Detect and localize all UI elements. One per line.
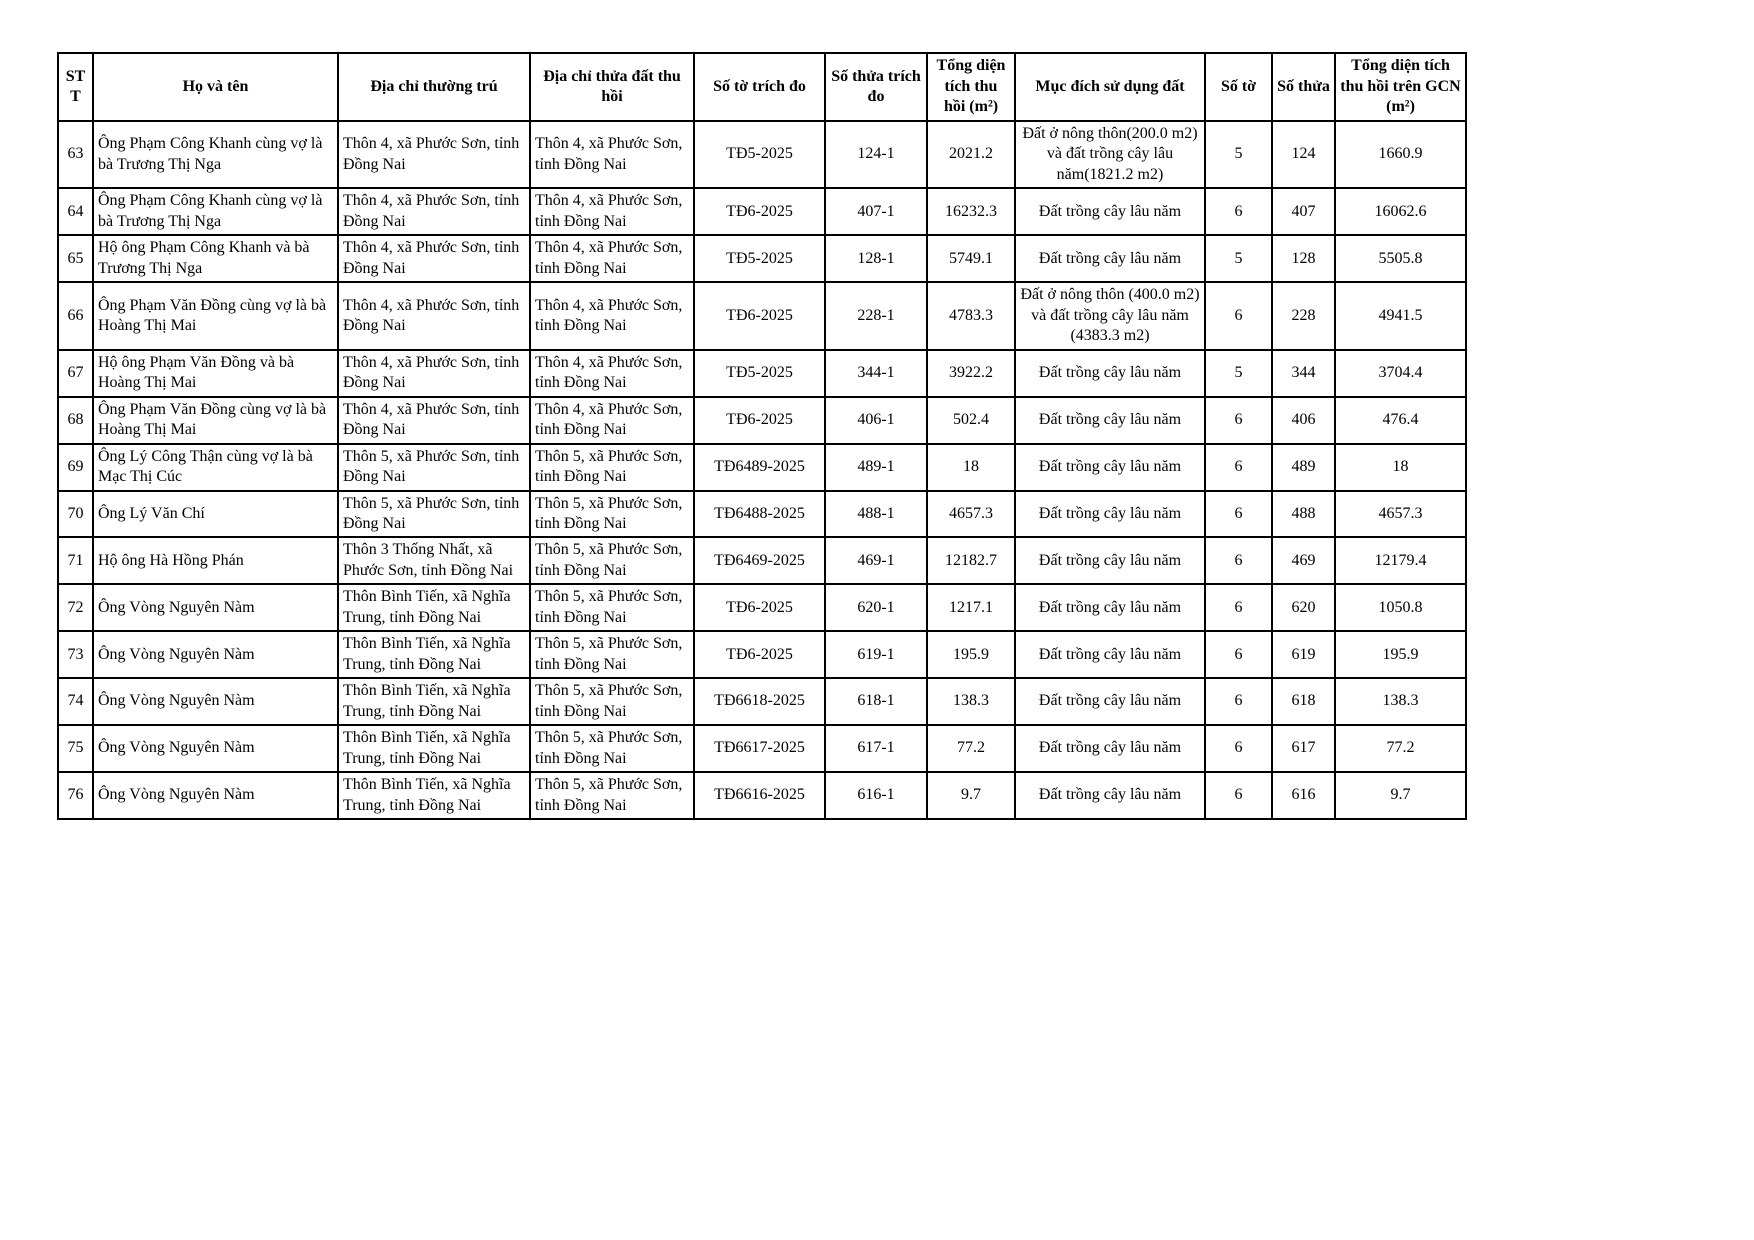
header-row <box>58 53 1466 121</box>
cell-ho_va_ten: Ông Phạm Văn Đồng cùng vợ là bà Hoàng Thị Mai <box>93 397 338 444</box>
cell-ho_va_ten: Hộ ông Hà Hồng Phán <box>93 537 338 584</box>
cell-dia_chi_thua_dat: Thôn 4, xã Phước Sơn, tỉnh Đồng Nai <box>530 350 694 397</box>
cell-so_to_trich_do: TĐ5-2025 <box>694 121 825 188</box>
cell-tong_dien_tich_thu_hoi: 4783.3 <box>927 282 1015 349</box>
cell-dia_chi_thua_dat: Thôn 5, xã Phước Sơn, tỉnh Đồng Nai <box>530 491 694 538</box>
cell-ho_va_ten: Ông Vòng Nguyên Nàm <box>93 772 338 819</box>
cell-tong_dien_tich_thu_hoi: 4657.3 <box>927 491 1015 538</box>
cell-ho_va_ten: Ông Vòng Nguyên Nàm <box>93 678 338 725</box>
cell-so_to_trich_do: TĐ6-2025 <box>694 631 825 678</box>
cell-so_to_trich_do: TĐ5-2025 <box>694 235 825 282</box>
cell-tong_dien_tich_thu_hoi: 1217.1 <box>927 584 1015 631</box>
cell-muc_dich_su_dung: Đất trồng cây lâu năm <box>1015 537 1205 584</box>
cell-so_to: 6 <box>1205 631 1272 678</box>
cell-so_to: 6 <box>1205 537 1272 584</box>
cell-dia_chi_thuong_tru: Thôn Bình Tiến, xã Nghĩa Trung, tỉnh Đồng Nai <box>338 772 530 819</box>
cell-so_to_trich_do: TĐ5-2025 <box>694 350 825 397</box>
table-row <box>58 397 1466 444</box>
cell-dia_chi_thua_dat: Thôn 5, xã Phước Sơn, tỉnh Đồng Nai <box>530 725 694 772</box>
cell-so_to_trich_do: TĐ6617-2025 <box>694 725 825 772</box>
column-header-so_to_trich_do: Số tờ trích đo <box>694 53 825 121</box>
cell-muc_dich_su_dung: Đất ở nông thôn(200.0 m2) và đất trồng cây lâu năm(1821.2 m2) <box>1015 121 1205 188</box>
cell-so_thua_trich_do: 618-1 <box>825 678 927 725</box>
cell-ho_va_ten: Ông Vòng Nguyên Nàm <box>93 725 338 772</box>
cell-so_to: 5 <box>1205 235 1272 282</box>
cell-stt: 64 <box>58 188 93 235</box>
cell-dia_chi_thuong_tru: Thôn 4, xã Phước Sơn, tỉnh Đồng Nai <box>338 121 530 188</box>
cell-so_thua: 469 <box>1272 537 1335 584</box>
cell-dia_chi_thuong_tru: Thôn 4, xã Phước Sơn, tỉnh Đồng Nai <box>338 397 530 444</box>
cell-stt: 74 <box>58 678 93 725</box>
table-row <box>58 491 1466 538</box>
column-header-muc_dich_su_dung: Mục đích sử dụng đất <box>1015 53 1205 121</box>
cell-stt: 63 <box>58 121 93 188</box>
cell-tong_dien_tich_thu_hoi: 18 <box>927 444 1015 491</box>
cell-ho_va_ten: Ông Vòng Nguyên Nàm <box>93 631 338 678</box>
cell-so_thua: 620 <box>1272 584 1335 631</box>
cell-so_to: 6 <box>1205 584 1272 631</box>
cell-ho_va_ten: Hộ ông Phạm Văn Đồng và bà Hoàng Thị Mai <box>93 350 338 397</box>
cell-dia_chi_thuong_tru: Thôn Bình Tiến, xã Nghĩa Trung, tỉnh Đồng Nai <box>338 584 530 631</box>
cell-tong_dien_tich_thu_hoi: 138.3 <box>927 678 1015 725</box>
table-row <box>58 631 1466 678</box>
cell-so_thua_trich_do: 619-1 <box>825 631 927 678</box>
cell-so_thua_trich_do: 489-1 <box>825 444 927 491</box>
cell-stt: 66 <box>58 282 93 349</box>
cell-dia_chi_thuong_tru: Thôn Bình Tiến, xã Nghĩa Trung, tỉnh Đồng Nai <box>338 678 530 725</box>
cell-dia_chi_thua_dat: Thôn 5, xã Phước Sơn, tỉnh Đồng Nai <box>530 584 694 631</box>
table-row <box>58 350 1466 397</box>
cell-muc_dich_su_dung: Đất trồng cây lâu năm <box>1015 491 1205 538</box>
cell-dia_chi_thua_dat: Thôn 5, xã Phước Sơn, tỉnh Đồng Nai <box>530 631 694 678</box>
cell-dia_chi_thuong_tru: Thôn 4, xã Phước Sơn, tỉnh Đồng Nai <box>338 350 530 397</box>
cell-so_thua_trich_do: 469-1 <box>825 537 927 584</box>
column-header-stt: STT <box>58 53 93 121</box>
cell-tong_dien_tich_thu_hoi: 77.2 <box>927 725 1015 772</box>
table-row <box>58 121 1466 188</box>
cell-so_thua_trich_do: 488-1 <box>825 491 927 538</box>
cell-so_thua: 489 <box>1272 444 1335 491</box>
cell-so_to: 6 <box>1205 444 1272 491</box>
cell-dia_chi_thua_dat: Thôn 4, xã Phước Sơn, tỉnh Đồng Nai <box>530 235 694 282</box>
cell-so_to: 6 <box>1205 725 1272 772</box>
cell-dia_chi_thuong_tru: Thôn 4, xã Phước Sơn, tỉnh Đồng Nai <box>338 188 530 235</box>
cell-dia_chi_thuong_tru: Thôn 5, xã Phước Sơn, tỉnh Đồng Nai <box>338 444 530 491</box>
table-row <box>58 537 1466 584</box>
cell-ho_va_ten: Ông Vòng Nguyên Nàm <box>93 584 338 631</box>
table-row <box>58 772 1466 819</box>
cell-muc_dich_su_dung: Đất trồng cây lâu năm <box>1015 188 1205 235</box>
cell-muc_dich_su_dung: Đất trồng cây lâu năm <box>1015 397 1205 444</box>
cell-tong_dien_tich_gcn: 138.3 <box>1335 678 1466 725</box>
cell-tong_dien_tich_gcn: 476.4 <box>1335 397 1466 444</box>
cell-so_thua_trich_do: 344-1 <box>825 350 927 397</box>
cell-stt: 67 <box>58 350 93 397</box>
cell-dia_chi_thua_dat: Thôn 5, xã Phước Sơn, tỉnh Đồng Nai <box>530 772 694 819</box>
cell-muc_dich_su_dung: Đất trồng cây lâu năm <box>1015 444 1205 491</box>
cell-tong_dien_tich_gcn: 18 <box>1335 444 1466 491</box>
cell-tong_dien_tich_gcn: 4657.3 <box>1335 491 1466 538</box>
cell-tong_dien_tich_gcn: 195.9 <box>1335 631 1466 678</box>
cell-dia_chi_thuong_tru: Thôn 4, xã Phước Sơn, tỉnh Đồng Nai <box>338 282 530 349</box>
cell-so_to: 5 <box>1205 350 1272 397</box>
cell-dia_chi_thua_dat: Thôn 5, xã Phước Sơn, tỉnh Đồng Nai <box>530 537 694 584</box>
cell-so_to_trich_do: TĐ6-2025 <box>694 282 825 349</box>
cell-so_thua: 617 <box>1272 725 1335 772</box>
cell-muc_dich_su_dung: Đất trồng cây lâu năm <box>1015 584 1205 631</box>
land-recovery-table <box>57 52 1467 820</box>
cell-tong_dien_tich_gcn: 5505.8 <box>1335 235 1466 282</box>
column-header-tong_dien_tich_thu_hoi: Tổng diện tích thu hồi (m²) <box>927 53 1015 121</box>
cell-tong_dien_tich_gcn: 77.2 <box>1335 725 1466 772</box>
cell-dia_chi_thua_dat: Thôn 5, xã Phước Sơn, tỉnh Đồng Nai <box>530 678 694 725</box>
table-row <box>58 584 1466 631</box>
cell-ho_va_ten: Ông Phạm Văn Đồng cùng vợ là bà Hoàng Thị Mai <box>93 282 338 349</box>
column-header-tong_dien_tich_gcn: Tổng diện tích thu hồi trên GCN (m²) <box>1335 53 1466 121</box>
cell-so_thua_trich_do: 407-1 <box>825 188 927 235</box>
cell-tong_dien_tich_gcn: 4941.5 <box>1335 282 1466 349</box>
cell-so_to_trich_do: TĐ6488-2025 <box>694 491 825 538</box>
cell-ho_va_ten: Ông Lý Công Thận cùng vợ là bà Mạc Thị Cúc <box>93 444 338 491</box>
column-header-dia_chi_thua_dat: Địa chỉ thửa đất thu hồi <box>530 53 694 121</box>
cell-so_thua: 406 <box>1272 397 1335 444</box>
cell-so_to_trich_do: TĐ6489-2025 <box>694 444 825 491</box>
cell-so_thua_trich_do: 616-1 <box>825 772 927 819</box>
cell-stt: 68 <box>58 397 93 444</box>
cell-stt: 71 <box>58 537 93 584</box>
cell-tong_dien_tich_thu_hoi: 502.4 <box>927 397 1015 444</box>
cell-stt: 69 <box>58 444 93 491</box>
cell-so_thua: 344 <box>1272 350 1335 397</box>
cell-dia_chi_thua_dat: Thôn 4, xã Phước Sơn, tỉnh Đồng Nai <box>530 188 694 235</box>
cell-stt: 65 <box>58 235 93 282</box>
column-header-dia_chi_thuong_tru: Địa chỉ thường trú <box>338 53 530 121</box>
cell-so_thua_trich_do: 228-1 <box>825 282 927 349</box>
cell-so_to: 5 <box>1205 121 1272 188</box>
cell-so_thua_trich_do: 406-1 <box>825 397 927 444</box>
cell-stt: 76 <box>58 772 93 819</box>
cell-dia_chi_thuong_tru: Thôn 4, xã Phước Sơn, tỉnh Đồng Nai <box>338 235 530 282</box>
cell-tong_dien_tich_thu_hoi: 3922.2 <box>927 350 1015 397</box>
table-row <box>58 188 1466 235</box>
cell-ho_va_ten: Hộ ông Phạm Công Khanh và bà Trương Thị Nga <box>93 235 338 282</box>
cell-so_thua_trich_do: 620-1 <box>825 584 927 631</box>
cell-dia_chi_thuong_tru: Thôn 5, xã Phước Sơn, tỉnh Đồng Nai <box>338 491 530 538</box>
cell-tong_dien_tich_thu_hoi: 5749.1 <box>927 235 1015 282</box>
cell-dia_chi_thua_dat: Thôn 5, xã Phước Sơn, tỉnh Đồng Nai <box>530 444 694 491</box>
cell-tong_dien_tich_thu_hoi: 12182.7 <box>927 537 1015 584</box>
cell-ho_va_ten: Ông Phạm Công Khanh cùng vợ là bà Trương Thị Nga <box>93 121 338 188</box>
cell-so_to: 6 <box>1205 772 1272 819</box>
cell-so_to: 6 <box>1205 188 1272 235</box>
cell-stt: 72 <box>58 584 93 631</box>
cell-muc_dich_su_dung: Đất trồng cây lâu năm <box>1015 350 1205 397</box>
table-row <box>58 444 1466 491</box>
cell-so_thua: 488 <box>1272 491 1335 538</box>
cell-tong_dien_tich_gcn: 1050.8 <box>1335 584 1466 631</box>
column-header-so_thua: Số thửa <box>1272 53 1335 121</box>
column-header-so_to: Số tờ <box>1205 53 1272 121</box>
cell-muc_dich_su_dung: Đất trồng cây lâu năm <box>1015 631 1205 678</box>
table-row <box>58 282 1466 349</box>
cell-stt: 70 <box>58 491 93 538</box>
cell-tong_dien_tich_gcn: 12179.4 <box>1335 537 1466 584</box>
cell-so_thua: 128 <box>1272 235 1335 282</box>
cell-so_to_trich_do: TĐ6616-2025 <box>694 772 825 819</box>
cell-ho_va_ten: Ông Phạm Công Khanh cùng vợ là bà Trương Thị Nga <box>93 188 338 235</box>
cell-muc_dich_su_dung: Đất trồng cây lâu năm <box>1015 725 1205 772</box>
cell-tong_dien_tich_thu_hoi: 16232.3 <box>927 188 1015 235</box>
cell-so_thua_trich_do: 128-1 <box>825 235 927 282</box>
cell-stt: 73 <box>58 631 93 678</box>
cell-stt: 75 <box>58 725 93 772</box>
cell-dia_chi_thua_dat: Thôn 4, xã Phước Sơn, tỉnh Đồng Nai <box>530 397 694 444</box>
cell-muc_dich_su_dung: Đất trồng cây lâu năm <box>1015 235 1205 282</box>
column-header-ho_va_ten: Họ và tên <box>93 53 338 121</box>
cell-so_to_trich_do: TĐ6618-2025 <box>694 678 825 725</box>
cell-so_to: 6 <box>1205 282 1272 349</box>
cell-dia_chi_thuong_tru: Thôn Bình Tiến, xã Nghĩa Trung, tỉnh Đồng Nai <box>338 725 530 772</box>
cell-muc_dich_su_dung: Đất trồng cây lâu năm <box>1015 678 1205 725</box>
cell-tong_dien_tich_gcn: 1660.9 <box>1335 121 1466 188</box>
table-row <box>58 235 1466 282</box>
cell-tong_dien_tich_thu_hoi: 2021.2 <box>927 121 1015 188</box>
cell-so_to_trich_do: TĐ6-2025 <box>694 397 825 444</box>
cell-so_thua: 228 <box>1272 282 1335 349</box>
cell-so_thua: 124 <box>1272 121 1335 188</box>
cell-so_to_trich_do: TĐ6469-2025 <box>694 537 825 584</box>
cell-muc_dich_su_dung: Đất ở nông thôn (400.0 m2) và đất trồng cây lâu năm (4383.3 m2) <box>1015 282 1205 349</box>
cell-tong_dien_tich_gcn: 3704.4 <box>1335 350 1466 397</box>
cell-so_thua_trich_do: 617-1 <box>825 725 927 772</box>
cell-so_thua: 619 <box>1272 631 1335 678</box>
cell-so_to_trich_do: TĐ6-2025 <box>694 188 825 235</box>
cell-so_to: 6 <box>1205 678 1272 725</box>
cell-so_thua_trich_do: 124-1 <box>825 121 927 188</box>
cell-dia_chi_thua_dat: Thôn 4, xã Phước Sơn, tỉnh Đồng Nai <box>530 282 694 349</box>
cell-so_to: 6 <box>1205 397 1272 444</box>
table-row <box>58 678 1466 725</box>
cell-dia_chi_thuong_tru: Thôn 3 Thống Nhất, xã Phước Sơn, tỉnh Đồng Nai <box>338 537 530 584</box>
cell-so_thua: 407 <box>1272 188 1335 235</box>
column-header-so_thua_trich_do: Số thửa trích đo <box>825 53 927 121</box>
cell-tong_dien_tich_gcn: 9.7 <box>1335 772 1466 819</box>
cell-so_thua: 616 <box>1272 772 1335 819</box>
cell-so_to: 6 <box>1205 491 1272 538</box>
cell-so_thua: 618 <box>1272 678 1335 725</box>
cell-ho_va_ten: Ông Lý Văn Chí <box>93 491 338 538</box>
cell-tong_dien_tich_thu_hoi: 195.9 <box>927 631 1015 678</box>
cell-muc_dich_su_dung: Đất trồng cây lâu năm <box>1015 772 1205 819</box>
table-body <box>58 121 1466 819</box>
table-row <box>58 725 1466 772</box>
cell-tong_dien_tich_thu_hoi: 9.7 <box>927 772 1015 819</box>
cell-dia_chi_thuong_tru: Thôn Bình Tiến, xã Nghĩa Trung, tỉnh Đồng Nai <box>338 631 530 678</box>
cell-so_to_trich_do: TĐ6-2025 <box>694 584 825 631</box>
cell-tong_dien_tich_gcn: 16062.6 <box>1335 188 1466 235</box>
cell-dia_chi_thua_dat: Thôn 4, xã Phước Sơn, tỉnh Đồng Nai <box>530 121 694 188</box>
